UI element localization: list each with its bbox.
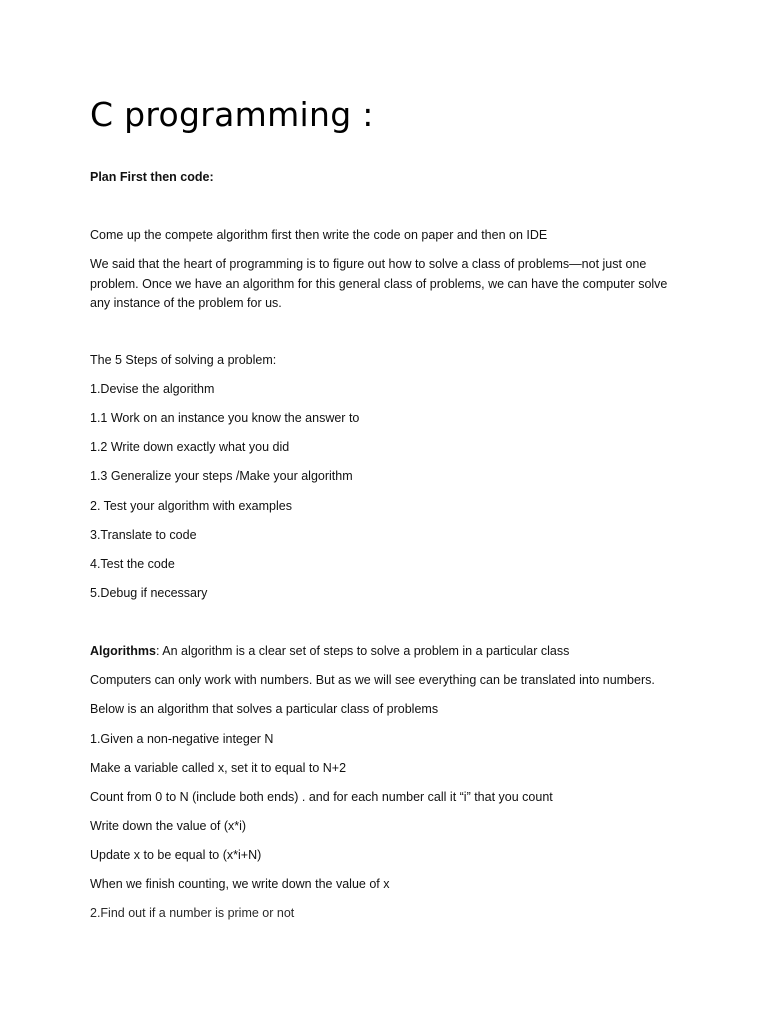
plan-first-heading: Plan First then code:: [90, 170, 214, 184]
page-title: C programming :: [90, 95, 374, 134]
example-line-prime: 2.Find out if a number is prime or not: [90, 906, 295, 920]
example-line: Update x to be equal to (x*i+N): [90, 848, 262, 862]
algorithms-definition-text: : An algorithm is a clear set of steps to solve a problem in a particular class: [155, 644, 570, 658]
step-item: 4.Test the code: [90, 557, 175, 571]
step-item: 1.2 Write down exactly what you did: [90, 440, 290, 454]
example-line: Count from 0 to N (include both ends) . and for each number call it “i” that you count: [90, 790, 553, 804]
steps-heading: The 5 Steps of solving a problem:: [90, 353, 277, 367]
example-intro: Below is an algorithm that solves a particular class of problems: [90, 702, 439, 716]
algorithms-term: Algorithms: [90, 644, 156, 658]
algorithms-definition: [90, 642, 569, 662]
step-item: 1.Devise the algorithm: [90, 382, 215, 396]
step-item: 5.Debug if necessary: [90, 586, 208, 600]
intro-paragraph: We said that the heart of programming is to figure out how to solve a class of problems—not just one problem. Once we have an algorithm for this general class of problems, we can have the computer solve any instance of the problem for us.: [90, 257, 668, 310]
example-line: Make a variable called x, set it to equal to N+2: [90, 761, 347, 775]
step-item: 1.3 Generalize your steps /Make your algorithm: [90, 469, 353, 483]
example-line: Write down the value of (x*i): [90, 819, 247, 833]
example-line: 1.Given a non-negative integer N: [90, 732, 274, 746]
numbers-note: Computers can only work with numbers. But as we will see everything can be translated into numbers.: [90, 673, 655, 687]
step-item: 1.1 Work on an instance you know the answer to: [90, 411, 360, 425]
step-item: 2. Test your algorithm with examples: [90, 499, 292, 513]
intro-line: Come up the compete algorithm first then write the code on paper and then on IDE: [90, 228, 548, 242]
step-item: 3.Translate to code: [90, 528, 197, 542]
example-line: When we finish counting, we write down the value of x: [90, 877, 390, 891]
